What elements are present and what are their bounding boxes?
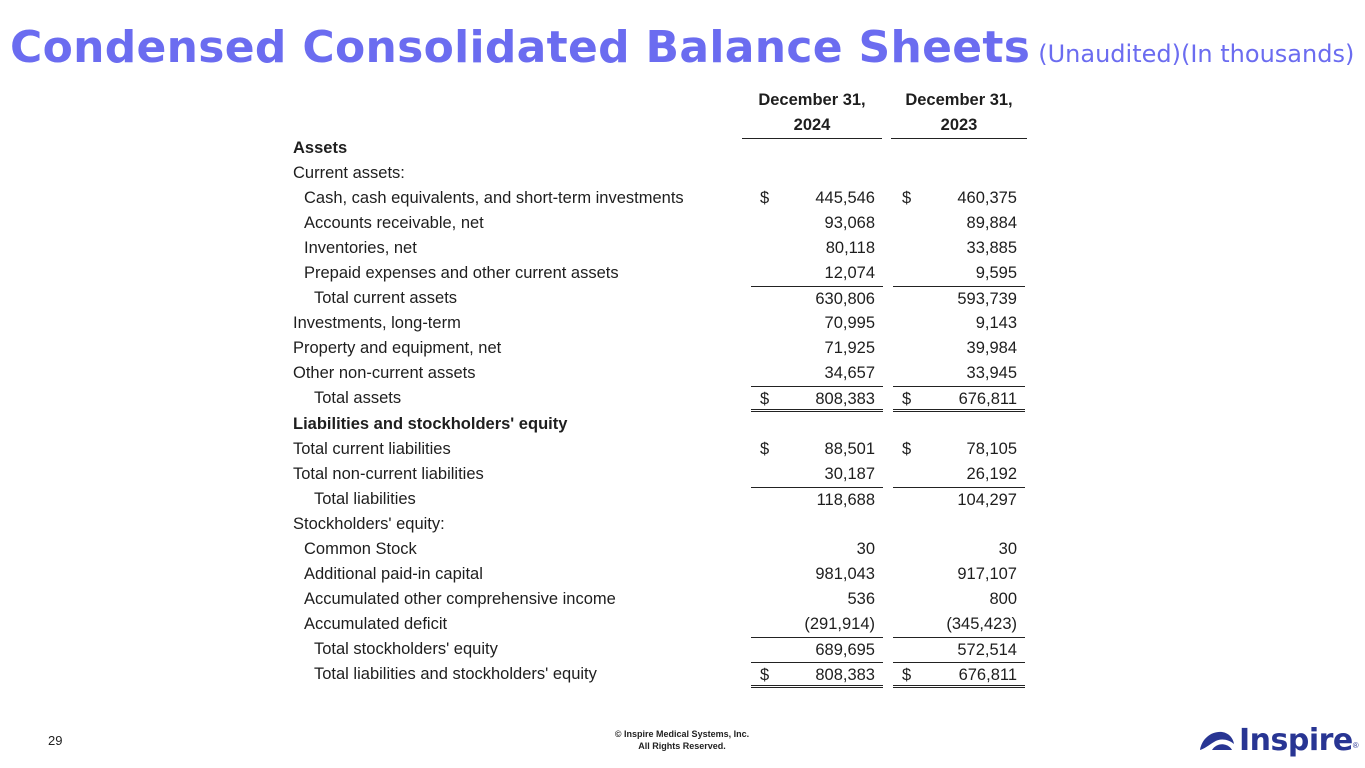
cell-value: 800: [989, 590, 1017, 608]
cell-value: 981,043: [815, 565, 875, 583]
cell-value: 88,501: [824, 440, 875, 458]
table-row: [293, 537, 1033, 562]
cell-value: 30,187: [824, 465, 875, 483]
row-label: Common Stock: [304, 540, 417, 558]
row-label: Accumulated deficit: [304, 615, 448, 633]
table-row: [293, 512, 1033, 537]
currency-symbol: $: [902, 390, 912, 408]
currency-symbol: $: [902, 666, 912, 684]
cell-value: 39,984: [966, 339, 1017, 357]
cell-value: 70,995: [824, 314, 875, 332]
table-row: [293, 361, 1033, 386]
currency-symbol: $: [902, 440, 912, 458]
table-row: [293, 662, 1033, 688]
cell-value: (345,423): [946, 615, 1017, 633]
logo-wordmark: Inspire: [1239, 722, 1353, 758]
value-cell-2024: [751, 361, 883, 386]
value-cell-2024: [751, 236, 883, 261]
cell-value: (291,914): [804, 615, 875, 633]
row-label: Accounts receivable, net: [304, 214, 484, 232]
cell-value: 536: [847, 590, 875, 608]
value-cell-2024: [751, 587, 883, 612]
cell-value: 71,925: [824, 339, 875, 357]
value-cell-2023: [893, 537, 1025, 562]
slide-title: [10, 22, 1354, 73]
value-cell-2024: [751, 537, 883, 562]
row-label: Inventories, net: [304, 239, 417, 257]
cell-value: 80,118: [825, 239, 875, 257]
value-cell-2023: [893, 286, 1025, 311]
cell-value: 689,695: [815, 641, 875, 659]
row-label: Cash, cash equivalents, and short-term investments: [304, 189, 684, 207]
currency-symbol: $: [760, 189, 770, 207]
table-row: [293, 637, 1033, 662]
table-row: [293, 487, 1033, 512]
inspire-logo: [1198, 724, 1359, 756]
cell-value: 630,806: [815, 290, 875, 308]
table-row: [293, 136, 1033, 161]
copyright-footer: © Inspire Medical Systems, Inc. All Rights Reserved.: [614, 729, 750, 751]
inspire-swoosh-icon: [1198, 728, 1236, 752]
logo-registered-mark: ®: [1352, 741, 1359, 750]
table-row: [293, 462, 1033, 487]
cell-value: 30: [856, 540, 875, 558]
value-cell-2024: [751, 286, 883, 311]
cell-value: 808,383: [815, 666, 875, 684]
cell-value: 808,383: [815, 390, 875, 408]
cell-value: 917,107: [957, 565, 1017, 583]
row-label: Stockholders' equity:: [293, 515, 445, 533]
value-cell-2023: [893, 612, 1025, 637]
cell-value: 460,375: [957, 189, 1017, 207]
value-cell-2023: [893, 637, 1025, 662]
value-cell-2024: [751, 637, 883, 662]
value-cell-2023: [893, 336, 1025, 361]
cell-value: 9,595: [975, 264, 1017, 282]
cell-value: 104,297: [957, 491, 1017, 509]
row-label: Liabilities and stockholders' equity: [293, 415, 568, 433]
value-cell-2024: [751, 211, 883, 236]
table-row: [293, 236, 1033, 261]
row-label: Total current liabilities: [293, 440, 451, 458]
value-cell-2024: [751, 487, 883, 512]
table-row: [293, 311, 1033, 336]
table-row: [293, 211, 1033, 236]
cell-value: 676,811: [958, 666, 1017, 684]
table-row: [293, 261, 1033, 286]
table-body: [293, 136, 1033, 688]
value-cell-2024: [751, 186, 883, 211]
cell-value: 89,884: [966, 214, 1017, 232]
value-cell-2023: [893, 437, 1025, 462]
column-header-2023: December 31, 2023: [891, 88, 1027, 139]
value-cell-2023: [893, 462, 1025, 487]
title-main: Condensed Consolidated Balance Sheets: [10, 22, 1031, 73]
row-label: Total assets: [314, 389, 402, 407]
cell-value: 572,514: [957, 641, 1017, 659]
value-cell-2024: [751, 562, 883, 587]
table-row: [293, 587, 1033, 612]
value-cell-2024: [751, 261, 883, 286]
row-label: Assets: [293, 139, 348, 157]
row-label: Total liabilities and stockholders' equity: [314, 665, 597, 683]
cell-value: 593,739: [957, 290, 1017, 308]
row-label: Investments, long-term: [293, 314, 461, 332]
table-row: [293, 612, 1033, 637]
value-cell-2024: [751, 311, 883, 336]
value-cell-2024: [751, 462, 883, 487]
currency-symbol: $: [902, 189, 912, 207]
value-cell-2024: [751, 336, 883, 361]
row-label: Accumulated other comprehensive income: [304, 590, 616, 608]
cell-value: 34,657: [824, 364, 875, 382]
value-cell-2023: [893, 311, 1025, 336]
value-cell-2023: [893, 361, 1025, 386]
value-cell-2023: [893, 587, 1025, 612]
table-row: [293, 161, 1033, 186]
table-row: [293, 186, 1033, 211]
table-row: [293, 562, 1033, 587]
table-row: [293, 437, 1033, 462]
table-row: [293, 412, 1033, 437]
table-row: [293, 336, 1033, 361]
cell-value: 12,074: [824, 264, 875, 282]
title-subtitle: (Unaudited)(In thousands): [1038, 40, 1355, 68]
value-cell-2024: [751, 386, 883, 412]
value-cell-2023: [893, 186, 1025, 211]
currency-symbol: $: [760, 390, 770, 408]
value-cell-2023: [893, 261, 1025, 286]
row-label: Current assets:: [293, 164, 405, 182]
cell-value: 33,945: [966, 364, 1017, 382]
value-cell-2023: [893, 487, 1025, 512]
row-label: Other non-current assets: [293, 364, 476, 382]
row-label: Additional paid-in capital: [304, 565, 483, 583]
row-label: Total current assets: [314, 289, 458, 307]
cell-value: 118,688: [816, 491, 875, 509]
row-label: Prepaid expenses and other current assets: [304, 264, 619, 282]
cell-value: 26,192: [966, 465, 1017, 483]
column-headers: [293, 88, 1033, 136]
cell-value: 676,811: [958, 390, 1017, 408]
row-label: Property and equipment, net: [293, 339, 502, 357]
cell-value: 33,885: [966, 239, 1017, 257]
value-cell-2024: [751, 437, 883, 462]
page-number: 29: [48, 733, 63, 748]
cell-value: 78,105: [966, 440, 1017, 458]
currency-symbol: $: [760, 440, 770, 458]
value-cell-2023: [893, 562, 1025, 587]
row-label: Total liabilities: [314, 490, 416, 508]
value-cell-2024: [751, 612, 883, 637]
balance-sheet-table: [293, 88, 1033, 688]
column-header-2024: December 31, 2024: [742, 88, 882, 139]
cell-value: 445,546: [815, 189, 875, 207]
cell-value: 9,143: [975, 314, 1017, 332]
value-cell-2023: [893, 386, 1025, 412]
cell-value: 93,068: [824, 214, 875, 232]
table-row: [293, 286, 1033, 311]
value-cell-2023: [893, 211, 1025, 236]
currency-symbol: $: [760, 666, 770, 684]
value-cell-2023: [893, 236, 1025, 261]
cell-value: 30: [998, 540, 1017, 558]
value-cell-2023: [893, 662, 1025, 688]
value-cell-2024: [751, 662, 883, 688]
row-label: Total stockholders' equity: [314, 640, 498, 658]
row-label: Total non-current liabilities: [293, 465, 484, 483]
table-row: [293, 386, 1033, 412]
